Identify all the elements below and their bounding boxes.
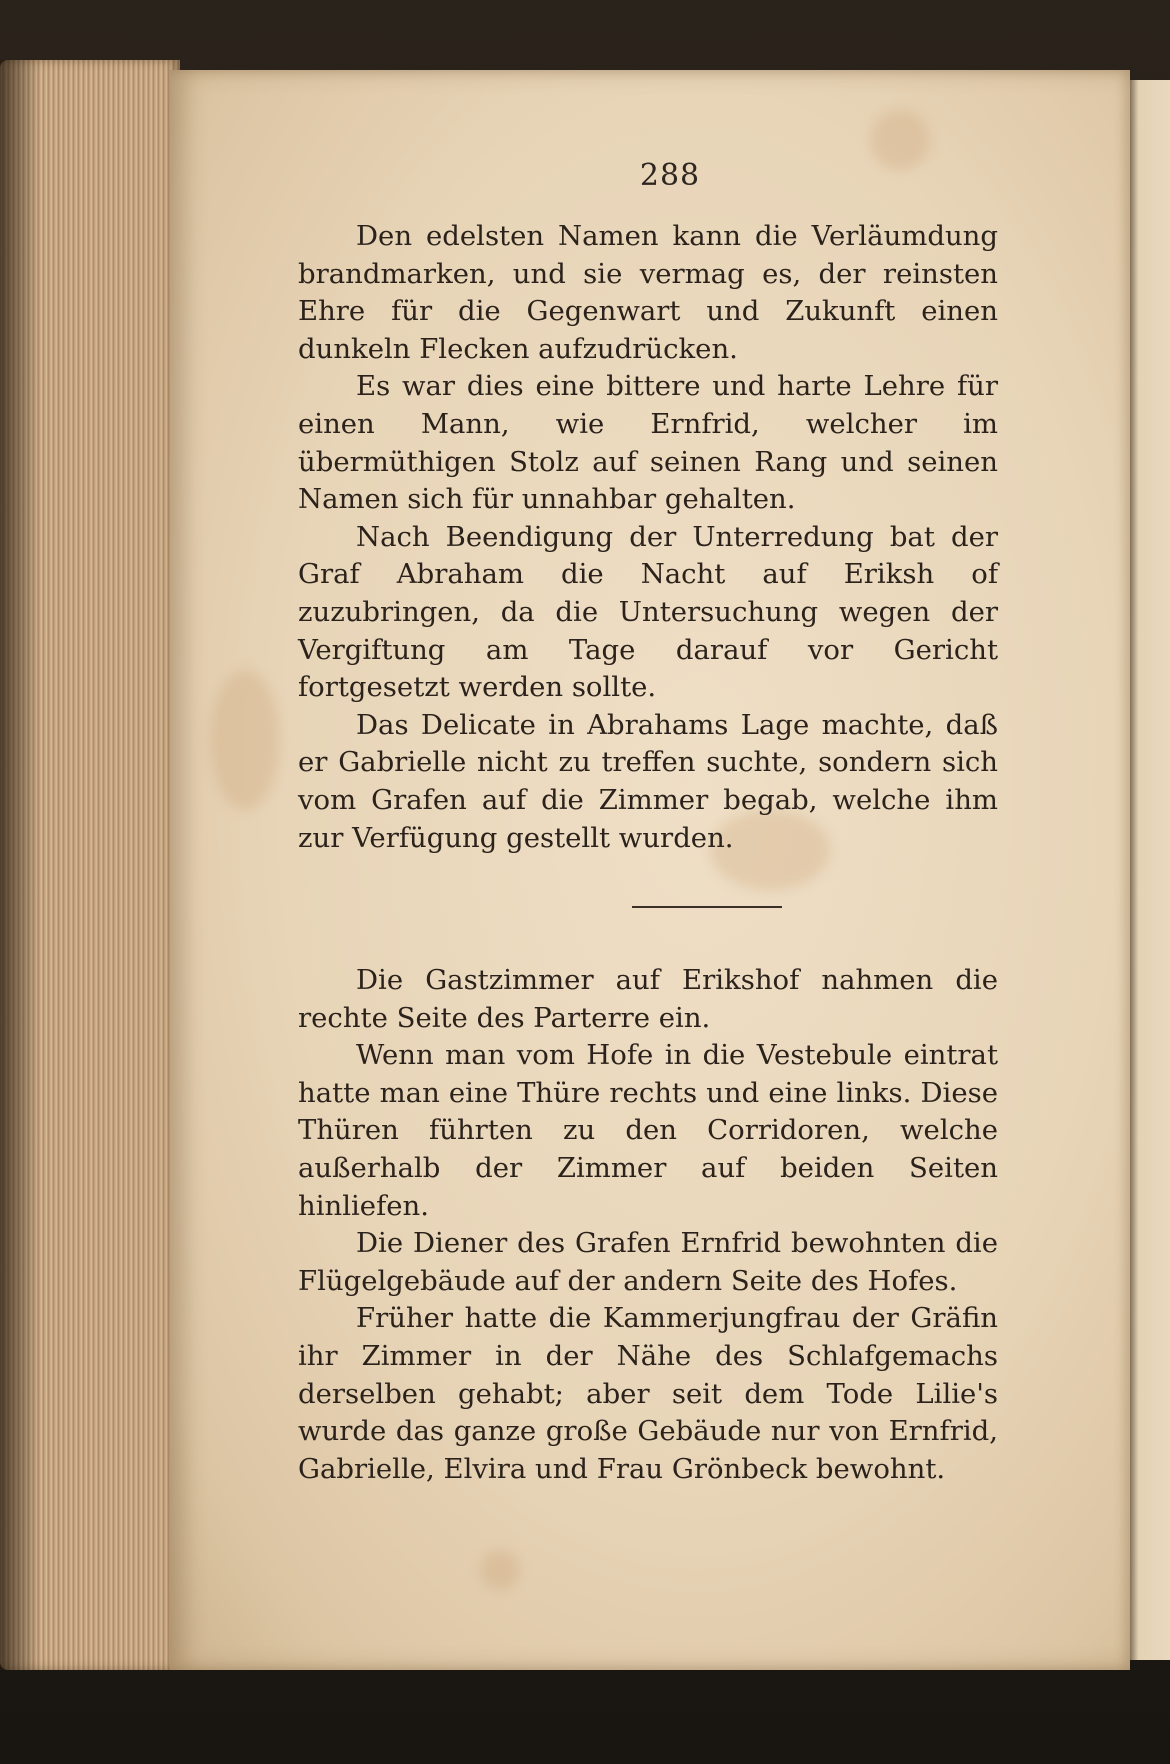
paragraph: Die Gastzimmer auf Erikshof nahmen die rechte Seite des Parterre ein. [298, 964, 998, 1034]
paragraph: Das Delicate in Abrahams Lage machte, daß er Gabrielle nicht zu treffen suchte, sondern sich vom Grafen auf die Zimmer begab, welche ihm zur Verfügung gestellt wurden. [298, 708, 998, 854]
book-page-edges [0, 60, 180, 1670]
section-divider [632, 906, 782, 908]
paper-stain [480, 1550, 520, 1590]
paragraph: Den edelsten Namen kann die Verläumdung brandmarken, und sie vermag es, der reinsten Ehre für die Gegenwart und Zukunft einen dunkeln Flecken aufzudrücken. [298, 220, 998, 365]
text-section-2 [298, 962, 998, 1488]
paragraph: Früher hatte die Kammerjungfrau der Gräfin ihr Zimmer in der Nähe des Schlafgemachs derselben gehabt; aber seit dem Tode Lilie's wurde das ganze große Gebäude nur von Ernfrid, Gabrielle, Elvira und Frau Grönbeck bewohnt. [298, 1302, 998, 1485]
text-section-1 [298, 218, 998, 857]
paragraph: Wenn man vom Hofe in die Vestebule eintrat hatte man eine Thüre rechts und eine links. Diese Thüren führten zu den Corridoren, welche außerhalb der Zimmer auf beiden Seiten hinliefen. [298, 1039, 998, 1222]
page-number: 288 [639, 158, 701, 193]
paper-stain [210, 670, 280, 810]
paragraph: Es war dies eine bittere und harte Lehre für einen Mann, wie Ernfrid, welcher im übermüthigen Stolz auf seinen Rang und seinen Namen sich für unnahbar gehalten. [298, 370, 998, 516]
paragraph: Die Diener des Grafen Ernfrid bewohnten die Flügelgebäude auf der andern Seite des Hofes. [298, 1227, 998, 1297]
paragraph: Nach Beendigung der Unterredung bat der Graf Abraham die Nacht auf Eriksh of zuzubringen, da die Untersuchung wegen der Vergiftung am Tage darauf vor Gericht fortgesetzt werden sollte. [298, 520, 998, 704]
facing-page-edge [1128, 80, 1170, 1660]
book-page [170, 70, 1130, 1670]
